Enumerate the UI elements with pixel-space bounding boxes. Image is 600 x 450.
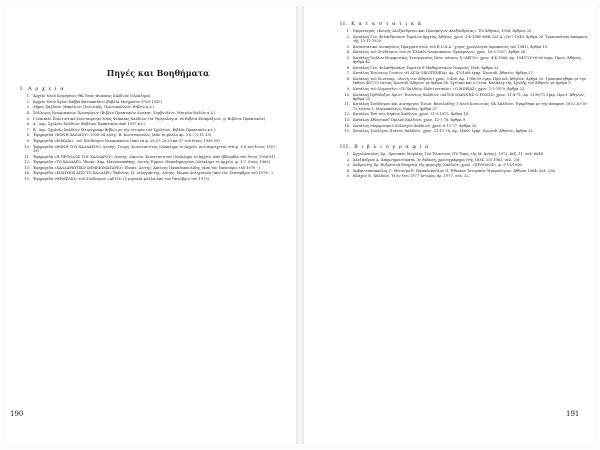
page-title: Πηγές και Βοηθήματα [106, 68, 210, 78]
list-item-number: 8. [346, 77, 350, 82]
list-item-number: 14. [344, 123, 350, 128]
statutes-list [340, 29, 590, 133]
list-item [340, 50, 590, 54]
list-item-number: 7. [26, 127, 30, 132]
list-item [20, 111, 282, 115]
list-item-number: 4. [346, 168, 350, 173]
list-item-text: Δῆμος Χαλδιῶν (Φακέλων: Πολιτικῆς, Πρωτοκόλλων: Βιβλίο κ.λ.). [33, 105, 156, 110]
list-item-number: 13. [344, 117, 350, 122]
list-item-number: 6. [346, 65, 350, 70]
list-item-number: 10. [24, 144, 30, 149]
list-item [20, 117, 282, 121]
list-item-number: 10. [344, 92, 350, 97]
list-item-number: 12. [344, 112, 350, 117]
list-item [340, 71, 590, 75]
statutes-section-label: II. Κ α τ α σ τ α τ ι κ ά [340, 21, 423, 27]
list-item-text: Κατάλογ τοῦ Σωματείου «Τὸ Χαλδιῶν Πολιτιστικῶν» «Ο ΜΩΡΙΑΣ» χρον. 1-2-1970, ἄρθρα 23. [353, 86, 526, 91]
list-item [340, 169, 590, 173]
list-item-text: Κατάλογ Γεν. Φιλανθρώπων Ταμείων Ἀρχείης Ἀθήνας, χρον. 3-4-1940 ΦΕΚ 229 Α΄/26-7-1940, ἄρθρα 25. Τροποποίηση ἀπόφασις τῆς 13-11-1925 [353, 34, 589, 44]
list-item-text: Ἐφημερίδα «ΧΑΛΔΑΡΙΩΤΙΚΟ ΣΗΜΕΙΩΜΑΤΑΡΙΟ» Ἱδιοκτ. Δ/ντής: Ἀκτῖνας Παπαδοπουλίδης (ἀπὸ τὸν Ἰανουάριο τοῦ 1979 - ) [33, 165, 261, 170]
book-gutter [296, 6, 304, 444]
list-item [20, 145, 282, 154]
list-item [20, 177, 282, 181]
list-item-number: 9. [346, 86, 350, 91]
list-item [340, 163, 590, 167]
archives-section-label: I. Α ρ χ ε ί α [20, 86, 65, 92]
list-item-text: Ἀλεξάνδρου Α. Ἀπομνημονεύματα. 3η ἔκδοση, χρονογράφημα (τῆς 1834, 25) 1963, σελ. 2/8. [353, 157, 521, 162]
list-item-number: 15. [24, 176, 30, 181]
list-item-text: Κατάλογ Ὁμίλου Μορφωτικὸς Συνεργασίας Νέου Δάσους ἢ «ΑΡΓΩ», χρον. 4-4-1966, Αρ. 10457/29-6-66 ἐγκρ. Πρωτ. Ἀθήνας, ἄρθρα 42. [353, 55, 582, 65]
list-item [340, 158, 590, 162]
list-item-text: Κατάλογ Συλλόγου Πιστῶν Χαλδιῶν, χρον. 21-11-78, Αρ. 14600 ἐγκρ. Πρωτοδ. Ἀθηνῶν, ἄρθρα 32. [353, 129, 534, 134]
list-item-number: 3. [346, 163, 350, 168]
list-item-text: Ἀνδριώτης Χρ. Βυζαντινὰ Μνημεῖα τῆς περιοχῆς Χαλδιῶν, χρον. «ΠΡΟΟΔΟΣ», φ. 9-11/1956. [353, 163, 523, 168]
list-item-number: 3. [26, 105, 30, 110]
list-item [20, 160, 282, 164]
list-item-text: Ἐφημερίδα «ΘΕΜΕΛΙΟ» τοῦ Συνδέσμου «ΑΡΓΩ» (5 μηνιαῖα φύλλα ἀπὸ τὸν Ὀκτώβριο τοῦ 1975) [33, 176, 210, 181]
list-item-number: 1. [346, 151, 350, 156]
list-item-number: 5. [346, 174, 350, 179]
list-item [340, 112, 590, 116]
list-item-number: 1. [346, 29, 350, 34]
list-item-text: Ἐφημερίδα «ΕΙΔΗΣΕΙΣ ΑΠΟ ΤΟ ΧΑΛΔΑΡΙ» Ἐκδότης: Π. Δεληγιάννης, Δ/ντὴς: Μαρία Δεληγιάννη (ἀπὸ τὸν Σεπτέμβριο τοῦ 1976 - ) [33, 171, 273, 176]
list-item-text: Γυναικεῖο Πολιτιστικό Συνεταιρισμό Νέας Φωκαίας Χαλδιῶν (τὰ Ἡμερολόγια, τὰ Βιβλία Εἰσπράξεων, γὶ Βιβλίον Πρακτικῶν) [33, 116, 266, 121]
list-item [340, 56, 590, 65]
list-item [340, 118, 590, 122]
list-item [340, 93, 590, 102]
list-item-text: Α΄ Δημ. Σχολεῖο Χαλδιῶν (Βιβλίον Πρακτικῶν ἀπό 1937 κ.ἑ.) [33, 122, 146, 127]
list-item-text: Κατάλογ τοῦ Συνεταιρ. «Ζωνή τῶν Ἀθηνῶν» χρον. 5-466, Αρ. 1766/39 ἐγκρ. Πρωτοδ. Ἀθηνῶν, ἄρθρα 35. Τροποποιήθηκε μὲ τὴν ἔκθεσι 467/73 ἑστίας Πρωτοδ. Ἀθηνῶν μὲ ἄρθρα 38. Σχετικό καὶ ὁ Γενικ. Κατάλογ τῆς Σχολῆς τοῦ Ἀθηνῶν μὲ ἄρθρα 9 [353, 77, 587, 86]
bibliography-list [340, 152, 590, 179]
page-number-right: 191 [566, 410, 580, 418]
list-item-number: 3. [346, 44, 350, 49]
list-item [340, 77, 590, 86]
list-item [340, 152, 590, 156]
list-item-text: Καταστατικό Διοικήσεως Πραγματιστῶν τοῦ Ε.Ο.Χ.Α - χωρίς χρονολογία (προφανῶς τοῦ 1941), ἄρθρα 19. [353, 44, 549, 49]
list-item-number: 11. [24, 154, 30, 159]
list-item [20, 139, 282, 143]
list-item-text: Κατάλογ Ὀρθοδόξου Χριστ. Ἐνώσεως Χαλδιῶν «ΑΓΙΟΣ ΙΩΑΝΝΗΣ Ο ΡΩΣΟΣ» χρον. 11-4-71, Αρ. 3190/71 ἐγκρ. Πρωτ. Ἀθηνῶν, ἄρθρα 35. [353, 92, 585, 101]
list-item [340, 66, 590, 70]
list-item-number: 5. [346, 55, 350, 60]
archives-section [20, 87, 282, 183]
archives-list [20, 94, 282, 181]
list-item-text: Κατάλογ Μορφωτικοῦ Συλλόγου Χαλδιῶν, χρον. 6-11-77, ἄρθρα 33. [353, 123, 478, 128]
list-item [20, 94, 282, 98]
list-item-number: 2. [346, 34, 350, 39]
list-item-text: Ὀργανισμός «Κοινής Αλεξανδρείου και Προσφύγων Αλεξανδρείας». Ἐν Ἀθήναις 1928, ἄρθρον 25. [353, 29, 533, 34]
list-item-number: 4. [346, 50, 350, 55]
list-item-number: 14. [24, 171, 30, 176]
list-item [20, 100, 282, 104]
list-item [340, 174, 590, 178]
list-item-number: 4. [26, 111, 30, 116]
list-item-number: 5. [26, 116, 30, 121]
list-item [340, 35, 590, 44]
list-item [340, 102, 590, 111]
list-item [20, 122, 282, 126]
list-item [340, 129, 590, 133]
right-column [340, 22, 590, 180]
list-item [340, 45, 590, 49]
list-item-text: Ἐφημερίδα «ΦΩΝΗ ΧΑΛΔΙΟΥ» 1933-34 Δ/νης: Β. Κονστοπούλος (ἀπὸ τὸ φύλλο ἀρ. 5,6,7,9,11,13) [33, 133, 212, 138]
list-item-text: Ἀρχεῖο Νεοῦ Κοιμήσεως ΘΚ Νέας Φωκαίας Χαλδιῶν (ὁλόκληρο) [33, 94, 151, 99]
list-item [340, 29, 590, 33]
list-item-number: 6. [26, 122, 30, 127]
list-item [20, 166, 282, 170]
list-item [20, 155, 282, 159]
list-item-number: 2. [346, 157, 350, 162]
page-number-left: 190 [10, 410, 24, 418]
list-item [20, 171, 282, 175]
list-item-text: Κατάλογ Ἐνώσεως Γονέων «Η ΑΓΙΑ ΟΙΚΟΓΕΝΕΙΑ» Αρ. 4701/68 ἐγκρ. Πρωτοδ. Ἀθηνῶν, ἄρθρα 27. [353, 71, 534, 76]
list-item [340, 87, 590, 91]
list-item-number: 7. [346, 71, 350, 76]
list-item-text: Ἀρχεῖο Νεοῦ Ἁγίου Σάββα Βατοπαιδίου (Βιβλία Μνημόσυν 1925-1935) [33, 99, 162, 104]
list-item [20, 128, 282, 132]
list-item-number: 1. [26, 94, 30, 99]
list-item-text: Σύλλογος Νεοφωκαέων Προσφύγων (Βιβλία Πρακτικῶν Διοικητ. Συμβουλίου, Μητρῶο Μελῶν κ.λ.) [33, 111, 216, 116]
list-item-text: Κατάλογ Γεν. Φιλανθρώπων Ταμείου Ε Μαθηματικῶν Νεαροῦς 1966, ἄρθρα 33. [353, 65, 500, 70]
list-item-text: Ἐφημερίδα «ΦΩΚΑΙΑ», τοῦ Συνδέσμου Νεοφωκαέων (ἀπὸ τὰ φ. 26,27,28,29 κα 37 τοῦ ἔτους 1936-39) [33, 139, 220, 144]
list-item-text: Κατάλογ Ἀθλητικοῦ Ὁμίλου Χαλδιῶν, χρον. 12-7-76, ἄρθρα 9. [353, 117, 467, 122]
list-item-text: Ἐφημερίδα «ΦΩΝΗ ΤΟΥ ΧΑΛΔΑΡΟΥ» Δ/νσης: Γεωργ. Κωνσταντίνος (ὁλόκληρο τὸ ἀρχεῖο, ποὺ περιέχεται στὰ φ. 1-6 τοῦ ἔτους 1957-58) [33, 144, 277, 153]
list-item [20, 105, 282, 109]
list-item-text: Κατάλογ Ἐπὶ τοῖς Κηπίου Χαλδιῶν, χρον. 31-3-1975, ἄρθρα 18. [353, 112, 470, 117]
list-item-number: 11. [344, 102, 350, 107]
list-item-number: 12. [24, 160, 30, 165]
list-item-text: Ἀρβανιτακόπουλος Γ. Μίτσογα Ε. Παπαδοπούλου Π. Ἐθνικὸν Ἱστορικὸν Ἡμερολόγιον, Ἀθῆναι 1964, σελ. 236. [353, 168, 556, 173]
list-item-number: 13. [24, 165, 30, 170]
list-item-number: 8. [26, 133, 30, 138]
list-item-number: 9. [26, 139, 30, 144]
list-item-text: Ἐφημερίδα «Η ΠΡΟΟΔΟΣ ΤΟΥ ΧΑΛΔΑΡΟΥ» Δ/νσης: Δαμιών. Κωνσταντίνου (ὁλόκληρο τὸ ἀρχεῖο, ἀπὸ ἑβδομάδα τοῦ ἔτους 1956-61) [33, 154, 276, 159]
list-item [20, 133, 282, 137]
list-item-number: 2. [26, 99, 30, 104]
list-item-text: Ἀγγελόπουλος Χρ., Χρονικὸν Μεγάλης Τοῦ Ἐλαιώνος (Τὸ Ἕπος τῆς Μ. Ἀσίας), 1972, 6ἑξ. 11, σελ. 6648 [353, 151, 544, 156]
list-item-number: 15. [344, 129, 350, 134]
list-item-text: Καταλόγ τοῦ Συνδέσμου τῶν ἐν Ἑλλάδι Νεοφωκαέων Προσφύγων, χρον. 16-5-1957, ἄρθρα 26. [353, 50, 527, 55]
list-item-text: Βλάχου Ν. Χαλδιῶν. Ἡ ἐν ἔτει 1977 Ἰστορία, ἀρ. 1977, σελ. 32. [353, 174, 470, 179]
bibliography-section-label: III. Β ι β λ ι ο γ ρ α φ ί α [340, 143, 430, 150]
list-item-text: Β΄ Δημ. Σχολεῖο Χαλδιῶν (Χειρόγραφο Βιβλίο μὲ τὴν ἱστορία τοῦ Σχολείου, Βιβλία Πρακτικῶν κ.ἑ.) [33, 127, 216, 132]
list-item-text: Κατάλογ Συνδέσμου καὶ Διατήρησις Ἐνωσ. Βασιλιάδης 1 Νεοῦ Κοινωνίας ΟΚ Χαλδιῶν. Ἐγκρίθηκε μὲ τὴν ἀπόφασι 1872.30-10-72 ἑστίας Ι. Μητροπόλεως Νικαίας, ἄρθρα 37. [353, 102, 588, 111]
list-item [340, 124, 590, 128]
list-item-text: Ἐφημερίδα «ΤΟ ΧΑΛΔΑΡΙ» Ἱδιοκτ. Χαρ. Μανουσακάκης, Δ/ντής Ἐμμαν. Παπαδημητρίου (ὁλόκληρο τὸ ἀρχεῖο, φ. 1-7, ἔτους 1965) [33, 160, 271, 165]
